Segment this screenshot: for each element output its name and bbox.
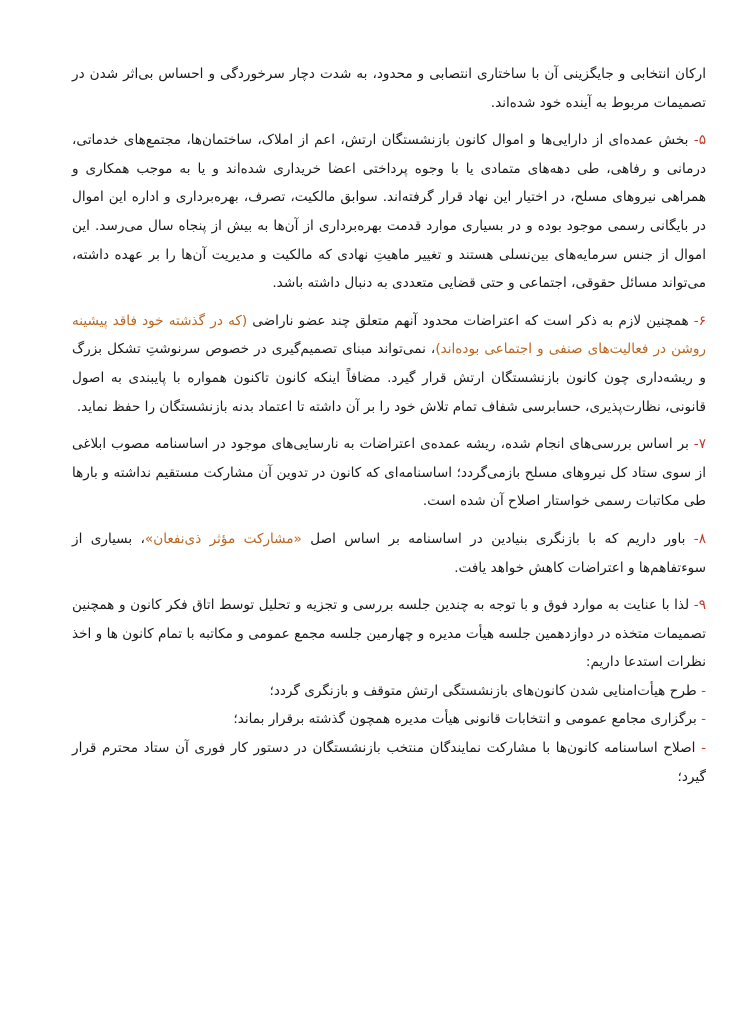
request-item-text: برگزاری مجامع عمومی و انتخابات قانونی هیأت مدیره همچون گذشته برقرار بماند؛: [233, 711, 697, 728]
paragraph-intro-text: ارکان انتخابی و جایگزینی آن با ساختاری انتصابی و محدود، به شدت دچار سرخوردگی و احساس بی‌اثر شدن در تصمیمات مربوط به آینده خود شده‌اند.: [72, 66, 706, 111]
paragraph-6: [72, 307, 706, 421]
paragraph-6-text-before: همچنین لازم به ذکر است که اعتراضات محدود آنهم متعلق چند عضو ناراضی: [247, 312, 689, 329]
request-item-dash: -: [701, 711, 706, 728]
paragraph-8-text-before: باور داریم که با بازنگری بنیادین در اساسنامه بر اساس اصل: [301, 530, 686, 547]
paragraph-intro: [72, 60, 706, 117]
paragraph-6-text-after: ، نمی‌تواند مبنای تصمیم‌گیری در خصوص سرنوشتِ تشکل بزرگ و ریشه‌داری چون کانون بازنشستگان ارتش قرار گیرد. مضافاً اینکه کانون تاکنون همواره با پایبندی به اصول قانونی، نظارت‌پذیری، حسابرسی شفاف تمام تلاش خود را بر آن داشته تا اعتماد بدنه بازنشستگان را حفظ نماید.: [72, 341, 706, 415]
paragraph-8-highlight: «مشارکت مؤثر ذی‌نفعان»: [144, 530, 302, 547]
request-item-dash: -: [701, 682, 706, 699]
paragraph-7-number: ۷-: [693, 436, 706, 453]
paragraph-8: [72, 525, 706, 582]
request-item: [72, 734, 706, 791]
request-item-text: اصلاح اساسنامه کانون‌ها با مشارکت نمایندگان منتخب بازنشستگان در دستور کار فوری آن ستاد محترم قرار گیرد؛: [72, 740, 706, 785]
paragraph-8-number: ۸-: [693, 530, 707, 547]
paragraph-8-text-after: ، بسیاری از سوءتفاهم‌ها و اعتراضات کاهش خواهد یافت.: [72, 530, 706, 576]
request-item: [72, 705, 706, 734]
request-item-text: طرح هیأت‌امنایی شدن کانون‌های بازنشستگی ارتش متوقف و بازنگری گردد؛: [269, 682, 697, 699]
paragraph-9-number: ۹-: [693, 597, 706, 614]
paragraph-5-text: بخش عمده‌ای از دارایی‌ها و اموال کانون بازنشستگان ارتش، اعم از املاک، ساختمان‌ها، مجتمع‌های خدماتی، درمانی و رفاهی، طی دهه‌های متمادی یا با وجوه پرداختی اعضا خریداری شده‌اند و یا به موجب همکاری و همراهی نیروهای مسلح، در اختیار این نهاد قرار گرفته‌اند. سوابق مالکیت، تصرف، بهره‌برداری و اداره این اموال در بایگانی رسمی موجود بوده و در بسیاری موارد قدمت بهره‌برداری از آن‌ها به بیش از پنجاه سال می‌رسد. این اموال از جنس سرمایه‌های بین‌نسلی هستند و تغییر ماهیتِ نهادی که مالکیت و مدیریت آن‌ها را بر عهده داشته، می‌تواند مسائل حقوقی، اجتماعی و حتی قضایی متعددی به دنبال داشته باشد.: [72, 132, 706, 292]
paragraph-5: [72, 126, 706, 298]
paragraph-7: [72, 430, 706, 516]
document-page: [72, 60, 706, 791]
paragraph-7-text: بر اساس بررسی‌های انجام شده، ریشه عمده‌ی اعتراضات به نارسایی‌های موجود در اساسنامه مصوب ابلاغی از سوی ستاد کل نیروهای مسلح بازمی‌گردد؛ اساسنامه‌ای که کانون در تدوین آن مشارکت مستقیم نداشته و بارها طی مکاتبات رسمی خواستار اصلاح آن شده است.: [72, 436, 706, 510]
paragraph-5-number: ۵-: [693, 132, 706, 149]
paragraph-9: [72, 591, 706, 677]
paragraph-6-highlight: (که در گذشته خود فاقد پیشینه روشن در فعالیت‌های صنفی و اجتماعی بوده‌اند): [72, 312, 706, 358]
paragraph-9-text: لذا با عنایت به موارد فوق و با توجه به چندین جلسه بررسی و تجزیه و تحلیل توسط اتاق فکر کانون و همچنین تصمیمات متخذه در دوازدهمین جلسه هیأت مدیره و چهارمین جلسه مجمع عمومی و مکاتبه با تمام کانون ها و اخذ نظرات استدعا داریم:: [72, 597, 706, 671]
request-item-dash: -: [701, 740, 706, 757]
paragraph-6-number: ۶-: [693, 312, 707, 329]
request-item: [72, 677, 706, 706]
